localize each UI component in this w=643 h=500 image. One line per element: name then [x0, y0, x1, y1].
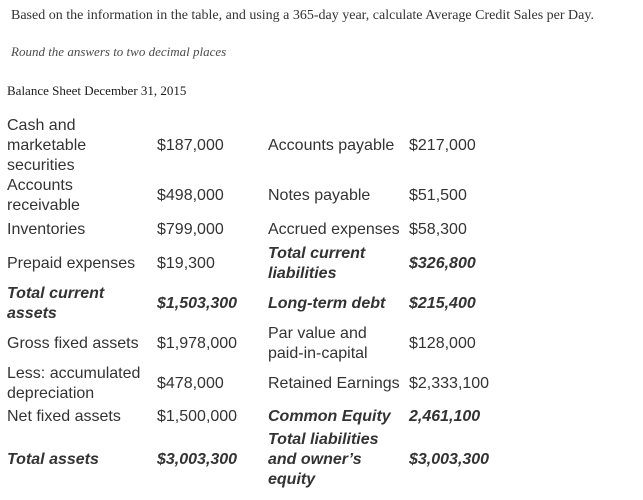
- liability-value-notes-payable: $51,500: [409, 187, 467, 204]
- liability-value-retained-earnings: $2,333,100: [409, 375, 490, 392]
- liability-value-long-term-debt: $215,400: [409, 295, 476, 312]
- asset-label-accumulated-depreciation: Less: accumulated depreciation: [7, 365, 141, 402]
- liability-label-total-liabilities-equity: Total liabilities and owner’s equity: [268, 431, 379, 488]
- asset-value-accumulated-depreciation: $478,000: [157, 375, 224, 392]
- asset-label-net-fixed: Net fixed assets: [7, 408, 121, 425]
- asset-value-net-fixed: $1,500,000: [157, 408, 238, 425]
- liability-label-notes-payable: Notes payable: [268, 187, 371, 204]
- table-title: Balance Sheet December 31, 2015: [7, 83, 187, 98]
- asset-label-cash: Cash and marketable securities: [7, 117, 87, 174]
- liability-label-retained-earnings: Retained Earnings: [268, 375, 400, 392]
- liability-value-common-equity: 2,461,100: [409, 408, 481, 425]
- liability-label-long-term-debt: Long-term debt: [268, 295, 386, 312]
- liability-label-par-value: Par value and paid-in-capital: [268, 325, 368, 362]
- liability-label-total-current: Total current liabilities: [268, 245, 366, 282]
- liability-value-total-current: $326,800: [409, 255, 476, 272]
- asset-value-gross-fixed: $1,978,000: [157, 335, 238, 352]
- asset-value-inventories: $799,000: [157, 221, 224, 238]
- liability-value-accrued-expenses: $58,300: [409, 221, 467, 238]
- asset-value-total-current: $1,503,300: [157, 295, 238, 312]
- asset-label-inventories: Inventories: [7, 221, 86, 238]
- asset-value-prepaid-expenses: $19,300: [157, 255, 215, 272]
- liability-label-common-equity: Common Equity: [268, 408, 391, 425]
- question-instruction: Based on the information in the table, and using a 365-day year, calculate Average Credit Sales per Day.: [11, 8, 594, 23]
- liability-label-accrued-expenses: Accrued expenses: [268, 221, 400, 238]
- liability-value-par-value: $128,000: [409, 335, 476, 352]
- asset-label-total-assets: Total assets: [7, 451, 99, 468]
- asset-value-cash: $187,000: [157, 137, 224, 154]
- asset-label-total-current: Total current assets: [7, 285, 105, 322]
- asset-label-prepaid-expenses: Prepaid expenses: [7, 255, 136, 272]
- liability-value-accounts-payable: $217,000: [409, 137, 476, 154]
- liability-label-accounts-payable: Accounts payable: [268, 137, 395, 154]
- asset-label-gross-fixed: Gross fixed assets: [7, 335, 139, 352]
- asset-value-accounts-receivable: $498,000: [157, 187, 224, 204]
- asset-label-accounts-receivable: Accounts receivable: [7, 177, 80, 214]
- asset-value-total-assets: $3,003,300: [157, 451, 238, 468]
- rounding-note: Round the answers to two decimal places: [11, 44, 227, 59]
- liability-value-total-liabilities-equity: $3,003,300: [409, 451, 490, 468]
